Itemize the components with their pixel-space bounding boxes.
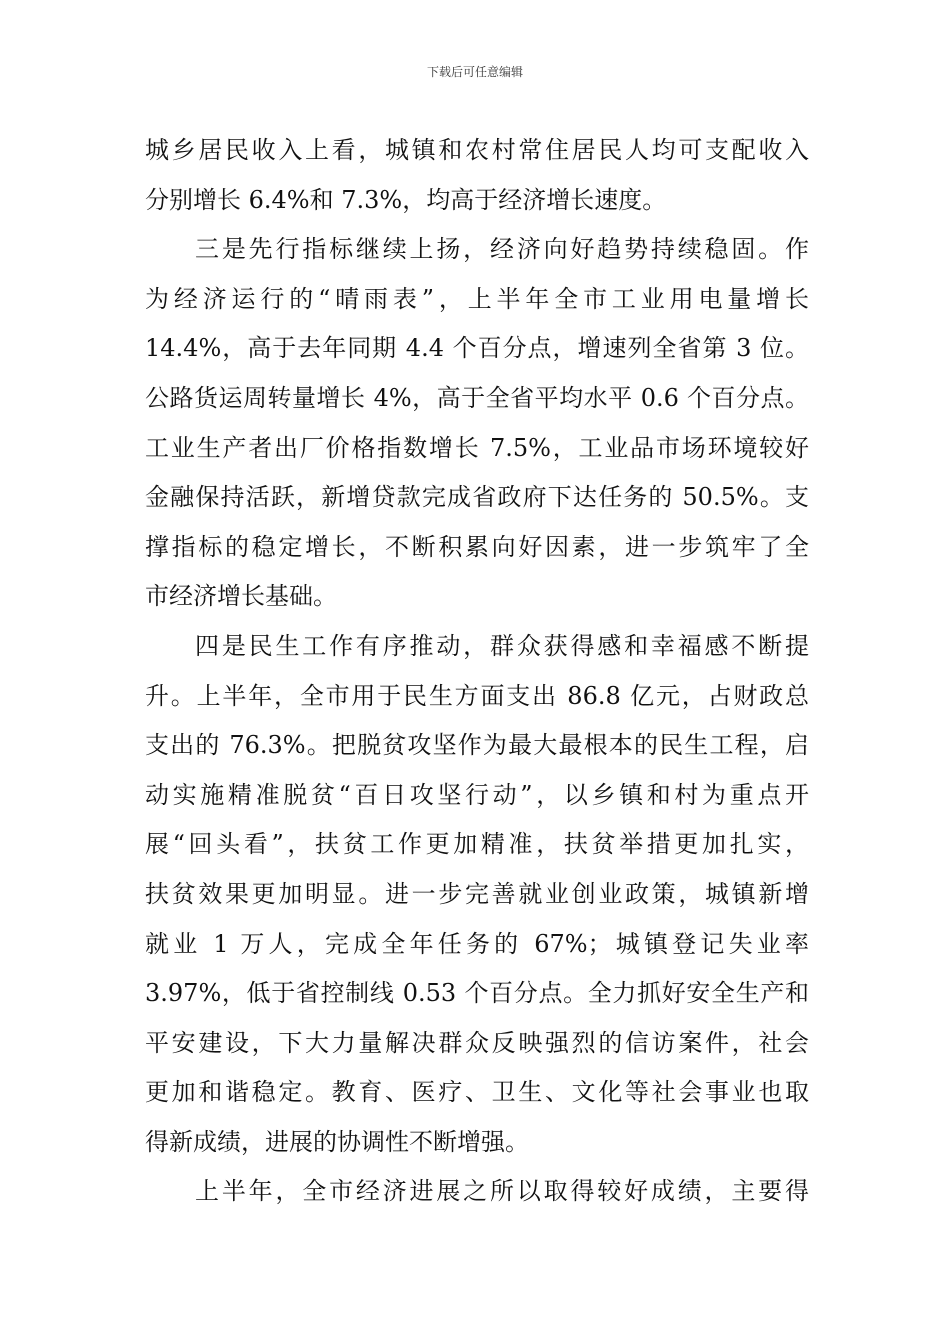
text-line: 支出的 76.3%。把脱贫攻坚作为最大最根本的民生工程，启 [145, 731, 809, 760]
text-line: 扶贫效果更加明显。进一步完善就业创业政策，城镇新增 [145, 879, 809, 908]
text-line: 公路货运周转量增长 4%，高于全省平均水平 0.6 个百分点。 [145, 383, 809, 412]
text-line: 平安建设，下大力量解决群众反映强烈的信访案件，社会 [145, 1028, 809, 1057]
text-line: 得新成绩，进展的协调性不断增强。 [145, 1127, 529, 1156]
text-line: 14.4%，高于去年同期 4.4 个百分点，增速列全省第 3 位。 [145, 334, 809, 363]
text-line: 更加和谐稳定。教育、医疗、卫生、文化等社会事业也取 [145, 1078, 809, 1107]
document-body [145, 126, 809, 1217]
text-line: 三是先行指标继续上扬，经济向好趋势持续稳固。作 [195, 235, 809, 264]
text-line: 就业 1 万人，完成全年任务的 67%；城镇登记失业率 [145, 929, 809, 958]
text-line: 分别增长 6.4%和 7.3%，均高于经济增长速度。 [145, 185, 667, 214]
text-line: 撑指标的稳定增长，不断积累向好因素，进一步筑牢了全 [145, 532, 809, 561]
text-line: 市经济增长基础。 [145, 582, 337, 611]
text-line: 上半年，全市经济进展之所以取得较好成绩，主要得 [195, 1177, 809, 1206]
text-line: 金融保持活跃，新增贷款完成省政府下达任务的 50.5%。支 [145, 483, 809, 512]
text-line: 城乡居民收入上看，城镇和农村常住居民人均可支配收入 [145, 136, 809, 164]
text-line: 为经济运行的“晴雨表”，上半年全市工业用电量增长 [145, 284, 809, 313]
text-line: 工业生产者出厂价格指数增长 7.5%，工业品市场环境较好 [145, 433, 809, 462]
page-header-note: 下载后可任意编辑 [426, 65, 523, 79]
text-line: 展“回头看”，扶贫工作更加精准，扶贫举措更加扎实， [145, 830, 809, 859]
text-line: 四是民生工作有序推动，群众获得感和幸福感不断提 [195, 631, 809, 660]
text-line: 3.97%，低于省控制线 0.53 个百分点。全力抓好安全生产和 [145, 979, 809, 1008]
text-line: 升。上半年，全市用于民生方面支出 86.8 亿元，占财政总 [145, 681, 809, 710]
text-line: 动实施精准脱贫“百日攻坚行动”，以乡镇和村为重点开 [145, 780, 809, 809]
